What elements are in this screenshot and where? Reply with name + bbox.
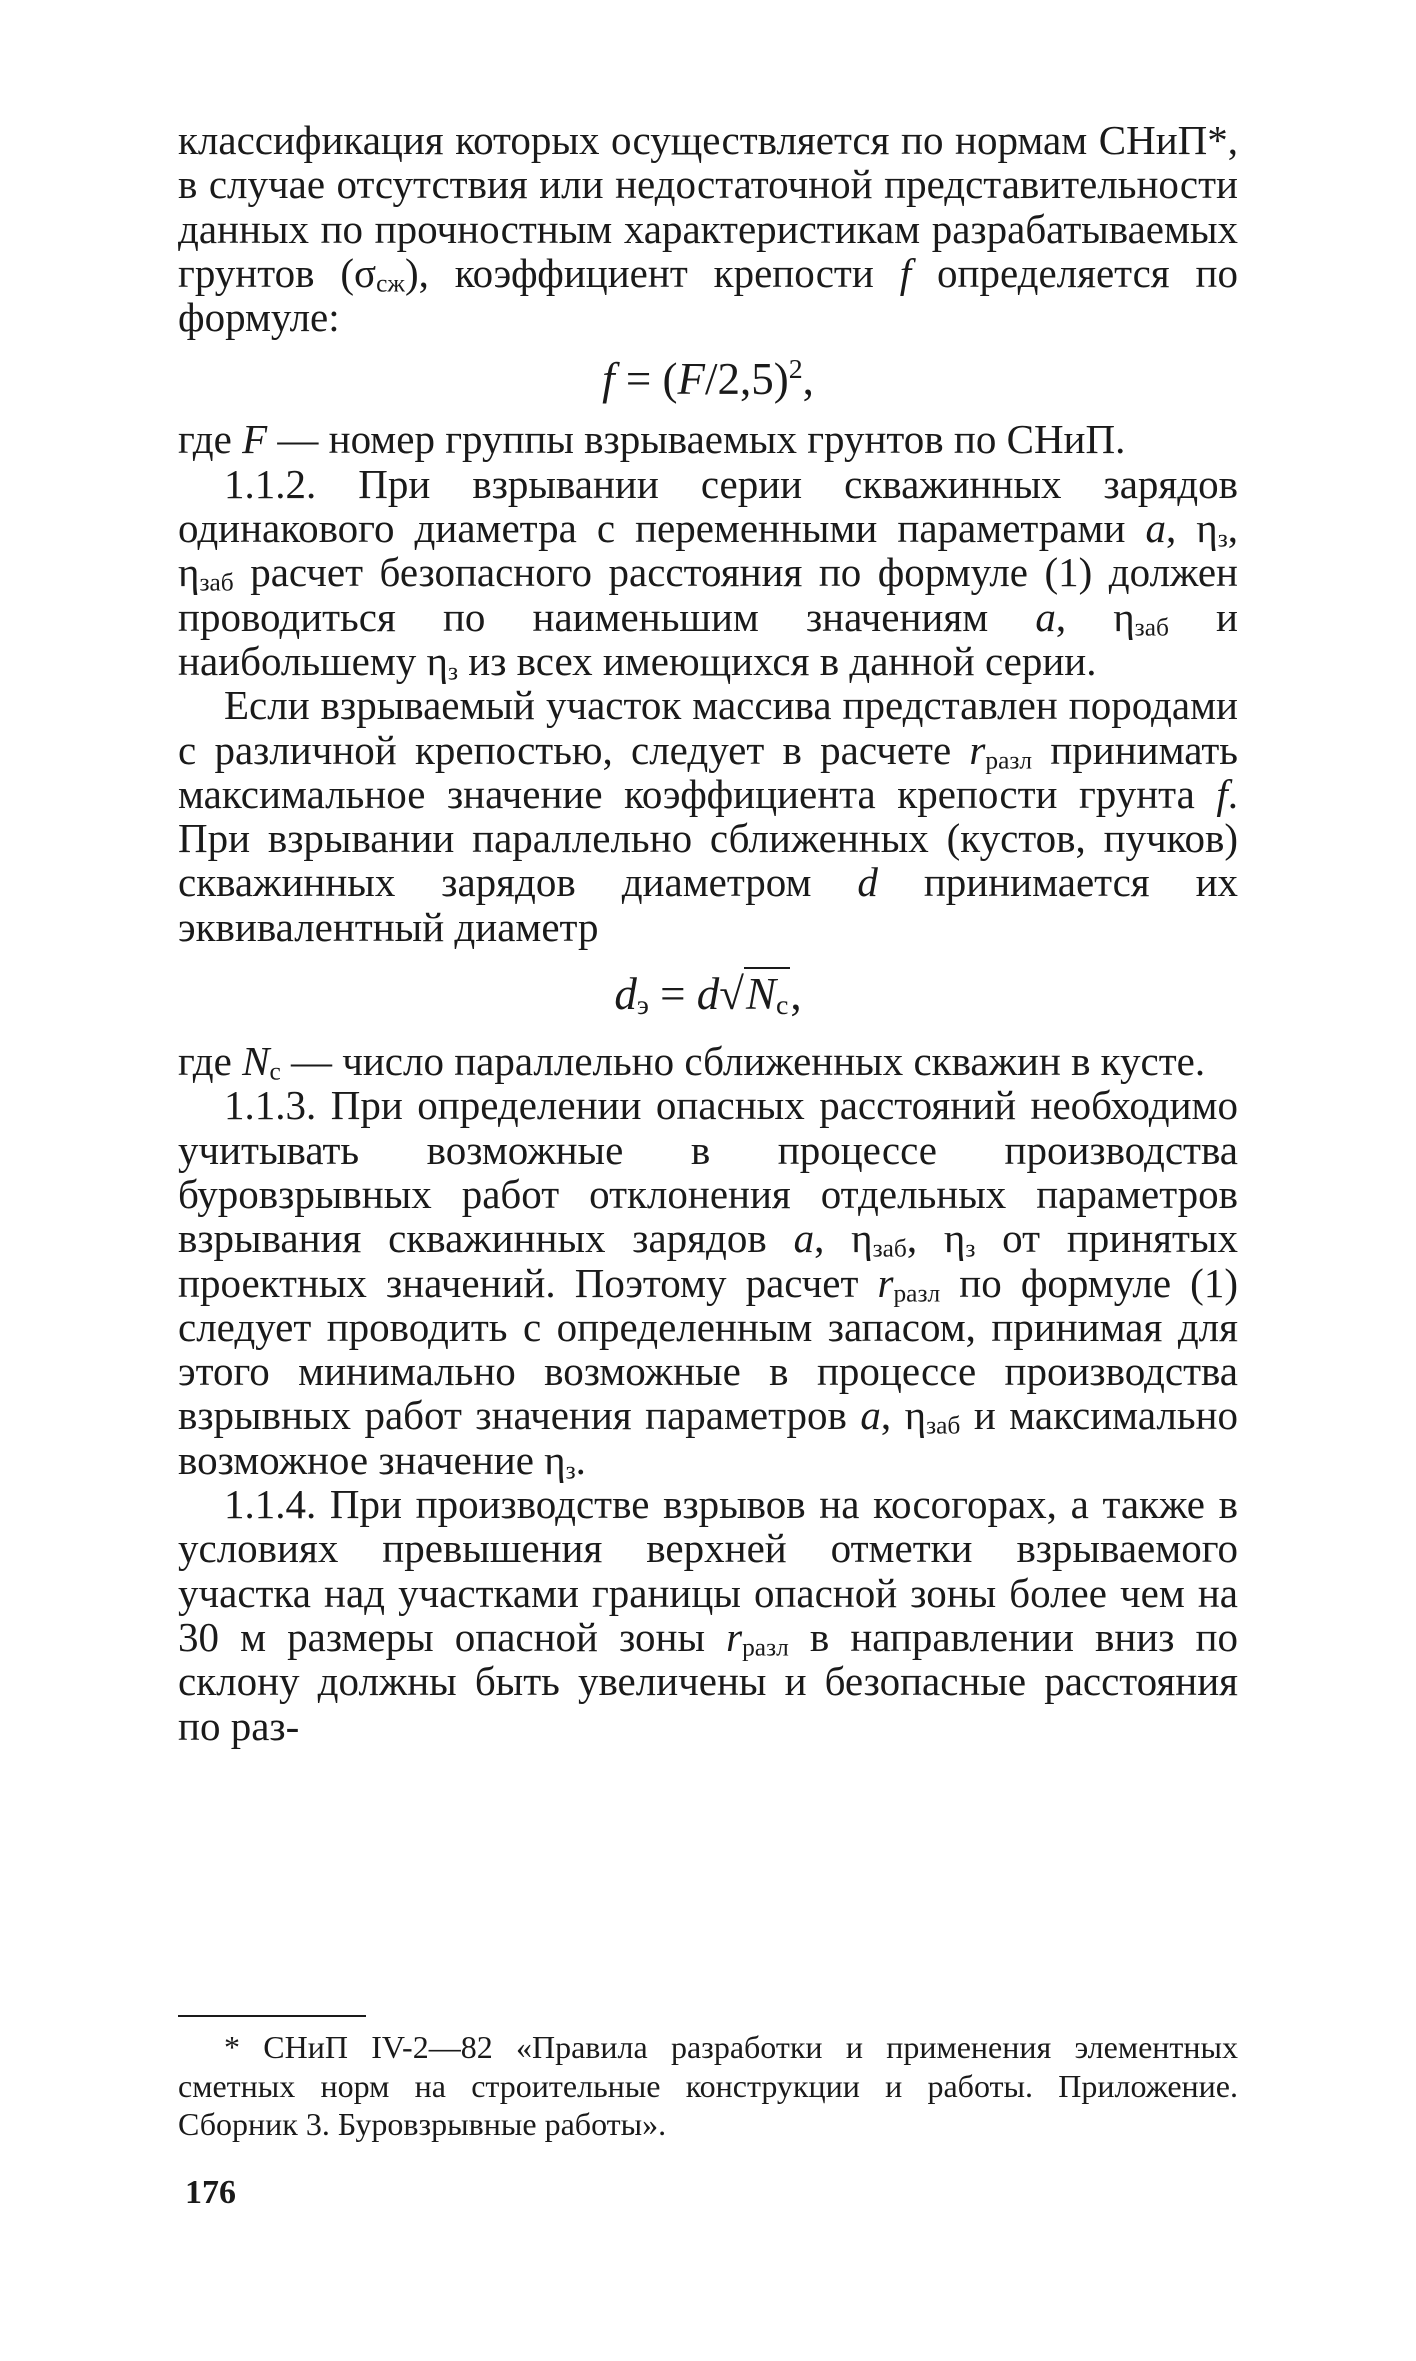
formula-explanation-f: где F — номер группы взрываемых грунтов по СНиП. [178,416,1126,463]
paragraph-different-strength: Если взрываемый участок массива представлен породами с различной крепостью, следует в расчете $r_{разл}$ принимать максимальное значение коэффициента крепости грунта f. При взрывании параллельно сближенных (кустов, пучков) скважинных зарядов диаметром d принимается их эквивалентный диаметр [178,682,1239,950]
formula-strength-coefficient: $f = (F/2,5)^2$, [602,354,814,405]
page-number: 176 [185,2174,236,2211]
footnote: * СНиП IV-2—82 «Правила разработки и применения элементных сметных норм на строительные конструкции и работы. Приложение. Сборник 3. Буровзрывные работы». [178,2029,1238,2142]
footnote-divider [178,2015,366,2017]
paragraph-intro: классификация которых осуществляется по нормам СНиП*, в случае отсутствия или недостаточной представительности данных по прочностным характеристикам разрабатываемых грунтов $(\sigma_{сж})$, коэффициент крепости f определяется по формуле: [178,117,1238,341]
section-1-1-2: 1.1.2. При взрывании серии скважинных зарядов одинакового диаметра с переменными параметрами a, $\eta_з$, $\eta_{заб}$ расчет безопасного расстояния по формуле (1) должен проводиться по наименьшим значениям a, $\eta_{заб}$ и наибольшему $\eta_з$ из всех имеющихся в данной серии. [178,460,1238,686]
section-1-1-3: 1.1.3. При определении опасных расстояний необходимо учитывать возможные в процессе производства буровзрывных работ отклонения отдельных параметров взрывания скважинных зарядов a, $\eta_{заб}$, $\eta_з$ от принятых проектных значений. Поэтому расчет $r_{разл}$ по формуле (1) следует проводить с определенным запасом, принимая для этого минимально возможные в процессе производства взрывных работ значения параметров a, $\eta_{заб}$ и максимально возможное значение $\eta_з$. [178,1082,1238,1485]
formula-explanation-nc: где $N_c$ — число параллельно сближенных скважин в кусте. [178,1038,1206,1086]
formula-equivalent-diameter: $d_э = d√N_c$, [614,969,802,1022]
sqrt-radicand: $N_c$ [745,969,789,1022]
section-1-1-4: 1.1.4. При производстве взрывов на косогорах, а также в условиях превышения верхней отметки взрываемого участка над участками границы опасной зоны более чем на 30 м размеры опасной зоны $r_{разл}$ в направлении вниз по склону должны быть увеличены и безопасные расстояния по раз- [178,1481,1238,1749]
body-text [178,118,1238,1748]
